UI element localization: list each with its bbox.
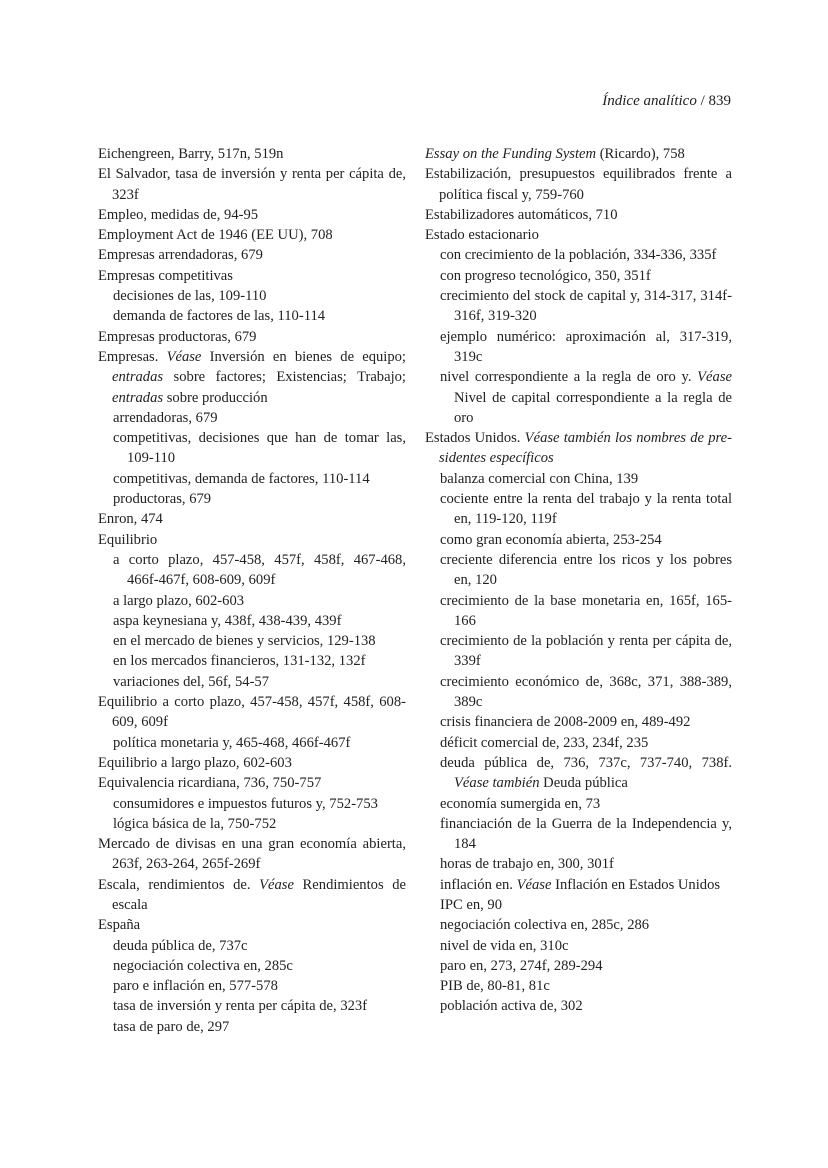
- entry-text: España: [98, 917, 141, 934]
- index-subentry: [98, 408, 406, 428]
- italic-text: Essay on the Funding System: [425, 146, 597, 162]
- index-subentry: [425, 245, 732, 265]
- index-subentry: [425, 631, 732, 672]
- entry-text: Nivel de capital correspondiente a la regla de oro: [454, 389, 732, 426]
- index-subentry: [425, 733, 732, 753]
- entry-text: competitivas, demanda de factores, 110-114: [113, 470, 370, 487]
- index-subentry: [425, 956, 732, 976]
- entry-text: sobre factores; Existencias; Trabajo;: [163, 369, 406, 386]
- entry-text: ejemplo numérico: aproximación al, 317-319, 319c: [440, 328, 732, 365]
- entry-text: Inflación en Estados Unidos: [551, 876, 721, 893]
- entry-text: PIB de, 80-81, 81c: [440, 978, 550, 995]
- entry-text: deuda pública de, 737c: [113, 937, 248, 954]
- entry-text: crecimiento del stock de capital y, 314-317, 314f-316f, 319-320: [440, 288, 732, 325]
- index-subentry: [98, 794, 406, 814]
- entry-text: horas de trabajo en, 300, 301f: [440, 856, 614, 873]
- entry-text: tasa de paro de, 297: [113, 1018, 230, 1035]
- entry-text: negociación colectiva en, 285c: [113, 957, 293, 974]
- entry-text: Enron, 474: [98, 511, 163, 528]
- entry-text: arrendadoras, 679: [113, 409, 218, 426]
- entry-text: crisis financiera de 2008-2009 en, 489-492: [440, 714, 691, 731]
- entry-text: paro e inflación en, 577-578: [113, 978, 278, 995]
- entry-text: IPC en, 90: [440, 896, 503, 913]
- index-subentry: [98, 306, 406, 326]
- entry-text: (Ricardo), 758: [596, 146, 685, 162]
- header-title: Índice analítico: [602, 93, 697, 109]
- entry-text: a corto plazo, 457-458, 457f, 458f, 467-468, 466f-467f, 608-609, 609f: [113, 551, 406, 589]
- index-subentry: [425, 895, 732, 915]
- index-subentry: [98, 651, 406, 671]
- entry-text: crecimiento de la base monetaria en, 165f, 165-166: [440, 592, 732, 629]
- index-entry: [98, 692, 406, 733]
- page-number: 839: [708, 93, 731, 109]
- entry-text: economía sumergida en, 73: [440, 795, 601, 812]
- index-subentry: [98, 631, 406, 651]
- entry-text: en el mercado de bienes y servicios, 129-138: [113, 633, 376, 650]
- italic-text: entradas: [112, 389, 164, 406]
- index-subentry: [425, 936, 732, 956]
- entry-text: como gran economía abierta, 253-254: [440, 531, 662, 548]
- entry-text: Equilibrio: [98, 531, 158, 548]
- index-subentry: [425, 794, 732, 814]
- entry-text: nivel correspondiente a la regla de oro y.: [440, 369, 698, 386]
- entry-text: Estado estacionario: [425, 227, 539, 244]
- index-entry: [98, 164, 406, 205]
- entry-text: Empresas arrendadoras, 679: [98, 247, 263, 264]
- index-entry: [98, 773, 406, 793]
- index-subentry: [98, 733, 406, 753]
- entry-text: Estados Unidos.: [425, 430, 525, 447]
- header-separator: /: [696, 93, 709, 109]
- index-subentry: [98, 1017, 406, 1037]
- entry-text: a largo plazo, 602-603: [113, 592, 245, 609]
- index-entry: [98, 347, 406, 408]
- index-entry: [98, 875, 406, 916]
- index-entry: [98, 530, 406, 550]
- entry-text: deuda pública de, 736, 737c, 737-740, 738f.: [440, 754, 732, 771]
- entry-text: aspa keynesiana y, 438f, 438-439, 439f: [113, 612, 342, 629]
- entry-text: Empresas competitivas: [98, 267, 233, 284]
- entry-text: lógica básica de la, 750-752: [113, 815, 277, 832]
- entry-text: creciente diferencia entre los ricos y los pobres en, 120: [440, 551, 732, 589]
- index-subentry: [425, 327, 732, 368]
- entry-text: Equivalencia ricardiana, 736, 750-757: [98, 775, 322, 792]
- italic-text: Véase: [697, 369, 732, 386]
- entry-text: política monetaria y, 465-468, 466f-467f: [113, 734, 351, 751]
- italic-text: Véase: [166, 348, 202, 365]
- index-subentry: [425, 530, 732, 550]
- entry-text: crecimiento económico de, 368c, 371, 388-389, 389c: [440, 673, 732, 711]
- index-subentry: [425, 367, 732, 428]
- index-subentry: [425, 875, 732, 895]
- index-subentry: [98, 286, 406, 306]
- entry-text: demanda de factores de las, 110-114: [113, 308, 326, 325]
- index-subentry: [425, 753, 732, 794]
- index-column-right: [425, 144, 732, 1017]
- index-entry: [98, 753, 406, 773]
- index-subentry: [425, 915, 732, 935]
- index-column-left: [98, 144, 406, 1037]
- entry-text: Employment Act de 1946 (EE UU), 708: [98, 227, 333, 244]
- index-entry: [98, 834, 406, 875]
- index-subentry: [98, 672, 406, 692]
- entry-text: Empleo, medidas de, 94-95: [98, 206, 259, 223]
- index-subentry: [425, 489, 732, 530]
- index-subentry: [425, 266, 732, 286]
- entry-text: inflación en.: [440, 876, 517, 893]
- entry-text: tasa de inversión y renta per cápita de, 323f: [113, 998, 368, 1015]
- entry-text: consumidores e impuestos futuros y, 752-753: [113, 795, 378, 812]
- index-subentry: [425, 814, 732, 855]
- entry-text: cociente entre la renta del trabajo y la renta total en, 119-120, 119f: [440, 491, 732, 528]
- italic-text: Véase: [516, 876, 552, 893]
- entry-text: sobre producción: [163, 389, 268, 406]
- entry-text: negociación colectiva en, 285c, 286: [440, 917, 650, 934]
- entry-text: financiación de la Guerra de la Independencia y, 184: [440, 815, 732, 853]
- entry-text: crecimiento de la población y renta per cápita de, 339f: [440, 633, 732, 670]
- index-subentry: [98, 550, 406, 591]
- index-entry: [425, 428, 732, 469]
- index-subentry: [98, 956, 406, 976]
- index-entry: [98, 245, 406, 265]
- index-subentry: [425, 591, 732, 632]
- index-subentry: [98, 591, 406, 611]
- entry-text: Mercado de divisas en una gran economía abierta, 263f, 263-264, 265f-269f: [98, 836, 406, 873]
- entry-text: Escala, rendimientos de.: [98, 876, 260, 893]
- index-entry: [98, 915, 406, 935]
- entry-text: Empresas productoras, 679: [98, 328, 257, 345]
- entry-text: Estabilización, presupuestos equilibrados frente a política fiscal y, 759-760: [425, 166, 732, 203]
- entry-text: Estabilizadores automáticos, 710: [425, 206, 618, 223]
- index-entry: [98, 327, 406, 347]
- index-subentry: [425, 672, 732, 713]
- entry-text: Inversión en bienes de equipo;: [201, 348, 406, 365]
- index-entry: [425, 225, 732, 245]
- index-subentry: [425, 286, 732, 327]
- italic-text: Véase también: [454, 775, 540, 792]
- italic-text: Véase también los nombres de presidentes específicos: [439, 430, 732, 467]
- index-subentry: [425, 550, 732, 591]
- index-entry: [425, 205, 732, 225]
- entry-text: Equilibrio a largo plazo, 602-603: [98, 754, 292, 771]
- index-entry: [98, 509, 406, 529]
- index-subentry: [425, 712, 732, 732]
- entry-text: variaciones del, 56f, 54-57: [113, 673, 270, 690]
- entry-text: decisiones de las, 109-110: [113, 288, 267, 305]
- index-subentry: [425, 996, 732, 1016]
- index-entry: [425, 144, 732, 164]
- index-subentry: [425, 976, 732, 996]
- index-subentry: [98, 428, 406, 469]
- entry-text: competitivas, decisiones que han de tomar las, 109-110: [113, 430, 406, 467]
- entry-text: déficit comercial de, 233, 234f, 235: [440, 734, 649, 751]
- index-subentry: [98, 611, 406, 631]
- entry-text: con progreso tecnológico, 350, 351f: [440, 267, 651, 284]
- entry-text: Deuda pública: [539, 775, 628, 792]
- entry-text: en los mercados financieros, 131-132, 132f: [113, 653, 366, 670]
- entry-text: Eichengreen, Barry, 517n, 519n: [98, 146, 284, 162]
- index-entry: [98, 144, 406, 164]
- index-entry: [98, 225, 406, 245]
- index-subentry: [425, 469, 732, 489]
- entry-text: Rendimientos de escala: [112, 876, 406, 913]
- index-entry: [98, 205, 406, 225]
- entry-text: con crecimiento de la población, 334-336, 335f: [440, 247, 717, 264]
- index-subentry: [98, 976, 406, 996]
- entry-text: balanza comercial con China, 139: [440, 470, 639, 487]
- index-entry: [98, 266, 406, 286]
- running-header: [602, 93, 731, 110]
- index-subentry: [98, 489, 406, 509]
- entry-text: productoras, 679: [113, 491, 212, 508]
- entry-text: Equilibrio a corto plazo, 457-458, 457f, 458f, 608-609, 609f: [98, 694, 406, 731]
- index-entry: [425, 164, 732, 205]
- entry-text: Empresas.: [98, 348, 167, 365]
- index-subentry: [98, 469, 406, 489]
- italic-text: Véase: [259, 876, 294, 893]
- index-subentry: [425, 854, 732, 874]
- index-subentry: [98, 936, 406, 956]
- entry-text: nivel de vida en, 310c: [440, 937, 569, 954]
- entry-text: paro en, 273, 274f, 289-294: [440, 957, 603, 974]
- index-subentry: [98, 996, 406, 1016]
- italic-text: entradas: [112, 369, 164, 386]
- entry-text: población activa de, 302: [440, 998, 583, 1015]
- entry-text: El Salvador, tasa de inversión y renta per cápita de, 323f: [98, 166, 406, 203]
- index-subentry: [98, 814, 406, 834]
